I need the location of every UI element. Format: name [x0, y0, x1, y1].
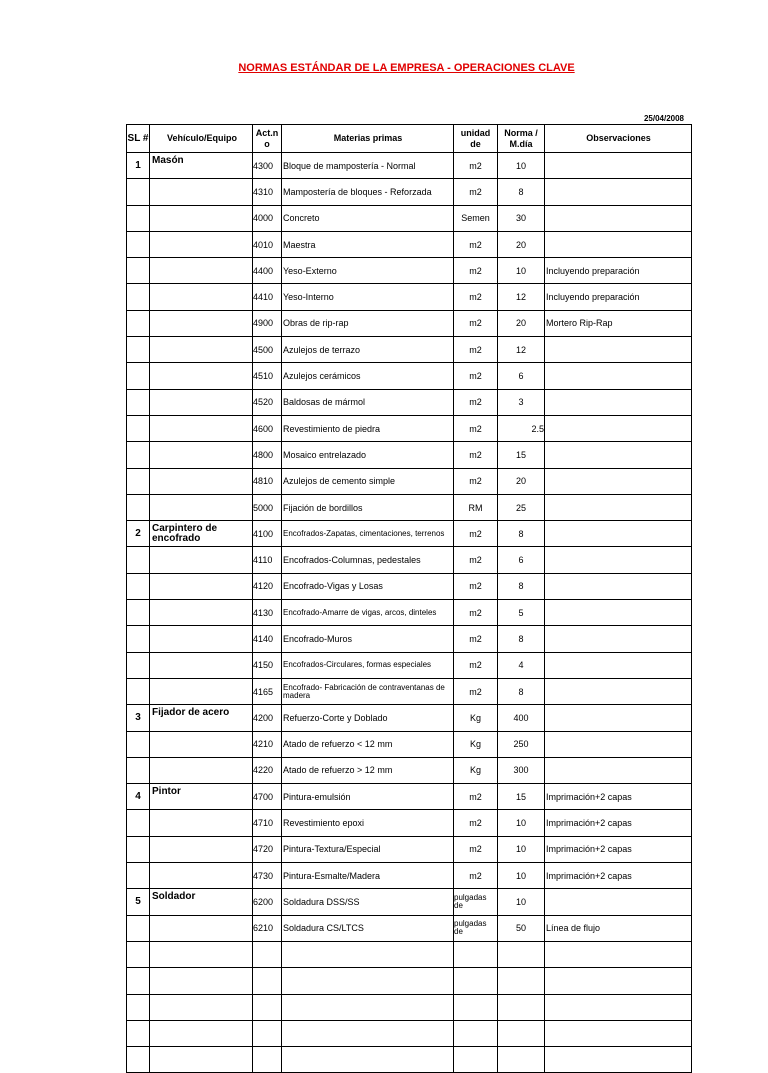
row-norma: 12: [498, 284, 545, 310]
row-materia: Fijación de bordillos: [282, 494, 454, 520]
row-norma: 8: [498, 678, 545, 704]
row-act: 4150: [253, 652, 282, 678]
row-sl: [127, 179, 150, 205]
header-act-line1: Act.n: [255, 127, 279, 138]
header-unidad-line2: de: [470, 138, 481, 149]
row-norma: 8: [498, 521, 545, 547]
row-observaciones: Incluyendo preparación: [545, 258, 692, 284]
row-unidad: m2: [454, 810, 498, 836]
row-unidad: m2: [454, 863, 498, 889]
row-observaciones: [545, 705, 692, 731]
row-sl: [127, 626, 150, 652]
row-unidad: m2: [454, 284, 498, 310]
row-observaciones: [545, 1047, 692, 1073]
row-observaciones: [545, 442, 692, 468]
row-act: [253, 941, 282, 967]
row-observaciones: [545, 941, 692, 967]
row-act: 6200: [253, 889, 282, 915]
row-act: 4400: [253, 258, 282, 284]
row-vehiculo: [150, 389, 253, 415]
row-observaciones: Imprimación+2 capas: [545, 863, 692, 889]
row-materia: Encofrado- Fabricación de contraventanas de madera: [282, 678, 454, 704]
table-row: [127, 810, 692, 836]
row-act: [253, 1020, 282, 1046]
row-unidad: m2: [454, 442, 498, 468]
row-materia: [282, 1047, 454, 1073]
table-row: [127, 547, 692, 573]
row-norma: 8: [498, 179, 545, 205]
row-norma: 8: [498, 573, 545, 599]
row-sl: [127, 731, 150, 757]
row-act: 4900: [253, 310, 282, 336]
row-sl: [127, 678, 150, 704]
header-norma-line1: Norma /: [504, 127, 538, 138]
row-sl: [127, 968, 150, 994]
row-materia: Azulejos de cemento simple: [282, 468, 454, 494]
row-observaciones: [545, 547, 692, 573]
row-materia: Encofrados-Circulares, formas especiales: [282, 652, 454, 678]
table-row: [127, 337, 692, 363]
row-unidad: m2: [454, 153, 498, 179]
row-materia: Encofrado-Amarre de vigas, arcos, dinteles: [282, 600, 454, 626]
row-vehiculo: [150, 994, 253, 1020]
row-unidad: m2: [454, 678, 498, 704]
row-observaciones: [545, 626, 692, 652]
row-observaciones: [545, 363, 692, 389]
row-vehiculo: [150, 468, 253, 494]
row-norma: 10: [498, 889, 545, 915]
row-sl: [127, 915, 150, 941]
row-materia: Revestimiento de piedra: [282, 415, 454, 441]
row-unidad: [454, 1020, 498, 1046]
row-observaciones: [545, 994, 692, 1020]
row-materia: Revestimiento epoxi: [282, 810, 454, 836]
row-norma: 50: [498, 915, 545, 941]
row-materia: Encofrados-Columnas, pedestales: [282, 547, 454, 573]
row-unidad: m2: [454, 836, 498, 862]
row-norma: 25: [498, 494, 545, 520]
row-vehiculo: [150, 941, 253, 967]
header-vehiculo: Vehículo/Equipo: [150, 125, 253, 153]
row-observaciones: [545, 678, 692, 704]
row-act: 4800: [253, 442, 282, 468]
row-norma: 250: [498, 731, 545, 757]
row-materia: Bloque de mampostería - Normal: [282, 153, 454, 179]
row-observaciones: Imprimación+2 capas: [545, 836, 692, 862]
row-unidad: m2: [454, 415, 498, 441]
row-sl: [127, 863, 150, 889]
row-norma: 6: [498, 363, 545, 389]
row-act: 5000: [253, 494, 282, 520]
row-act: 4210: [253, 731, 282, 757]
row-act: 4810: [253, 468, 282, 494]
table-row: [127, 468, 692, 494]
header-act-line2: o: [264, 138, 270, 149]
row-unidad: m2: [454, 363, 498, 389]
row-vehiculo: [150, 600, 253, 626]
row-observaciones: [545, 521, 692, 547]
row-sl: [127, 652, 150, 678]
header-observaciones: Observaciones: [545, 125, 692, 153]
row-act: 4410: [253, 284, 282, 310]
row-materia: Atado de refuerzo > 12 mm: [282, 757, 454, 783]
row-sl: [127, 389, 150, 415]
row-unidad: Kg: [454, 705, 498, 731]
row-observaciones: [545, 468, 692, 494]
row-sl: [127, 1047, 150, 1073]
row-act: 4130: [253, 600, 282, 626]
row-act: 4100: [253, 521, 282, 547]
row-vehiculo: [150, 1047, 253, 1073]
row-materia: Encofrado-Muros: [282, 626, 454, 652]
table-row: [127, 941, 692, 967]
row-unidad: pulgadas de: [454, 889, 498, 915]
row-unidad: m2: [454, 652, 498, 678]
row-observaciones: [545, 337, 692, 363]
row-vehiculo: [150, 494, 253, 520]
row-observaciones: [545, 205, 692, 231]
table-row: [127, 836, 692, 862]
row-vehiculo: [150, 442, 253, 468]
header-sl: SL #: [127, 125, 150, 153]
table-header-row: [127, 125, 692, 153]
row-act: 4120: [253, 573, 282, 599]
row-observaciones: Imprimación+2 capas: [545, 784, 692, 810]
row-observaciones: [545, 1020, 692, 1046]
row-norma: 300: [498, 757, 545, 783]
row-unidad: [454, 994, 498, 1020]
row-vehiculo: [150, 731, 253, 757]
row-observaciones: [545, 652, 692, 678]
row-unidad: [454, 941, 498, 967]
row-observaciones: [545, 389, 692, 415]
row-unidad: RM: [454, 494, 498, 520]
header-norma: [498, 125, 545, 153]
header-norma-line2: M.día: [509, 138, 533, 149]
row-unidad: m2: [454, 573, 498, 599]
row-act: 4710: [253, 810, 282, 836]
row-vehiculo: [150, 757, 253, 783]
table-row: [127, 205, 692, 231]
row-norma: 6: [498, 547, 545, 573]
table-row: [127, 363, 692, 389]
row-vehiculo: Fijador de acero: [150, 705, 253, 731]
row-materia: Concreto: [282, 205, 454, 231]
row-vehiculo: [150, 547, 253, 573]
row-sl: [127, 415, 150, 441]
row-unidad: m2: [454, 784, 498, 810]
row-vehiculo: [150, 1020, 253, 1046]
row-norma: 10: [498, 863, 545, 889]
row-act: 4520: [253, 389, 282, 415]
row-act: 4220: [253, 757, 282, 783]
row-norma: [498, 994, 545, 1020]
row-sl: [127, 258, 150, 284]
row-unidad: m2: [454, 547, 498, 573]
row-unidad: m2: [454, 231, 498, 257]
row-act: 4600: [253, 415, 282, 441]
row-materia: Mampostería de bloques - Reforzada: [282, 179, 454, 205]
row-unidad: pulgadas de: [454, 915, 498, 941]
row-vehiculo: [150, 231, 253, 257]
row-observaciones: [545, 153, 692, 179]
row-sl: [127, 284, 150, 310]
table-row: [127, 915, 692, 941]
row-vehiculo: Carpintero de encofrado: [150, 521, 253, 547]
row-act: 4500: [253, 337, 282, 363]
row-materia: Soldadura CS/LTCS: [282, 915, 454, 941]
row-sl: [127, 205, 150, 231]
row-vehiculo: [150, 573, 253, 599]
table-row: [127, 310, 692, 336]
row-materia: Azulejos de terrazo: [282, 337, 454, 363]
row-unidad: m2: [454, 600, 498, 626]
row-vehiculo: [150, 678, 253, 704]
row-sl: [127, 310, 150, 336]
table-row: [127, 389, 692, 415]
table-row: [127, 153, 692, 179]
norms-table: [126, 124, 692, 1073]
header-act: [253, 125, 282, 153]
row-materia: Pintura-Textura/Especial: [282, 836, 454, 862]
row-observaciones: Incluyendo preparación: [545, 284, 692, 310]
row-norma: 2.5: [498, 415, 545, 441]
row-observaciones: Imprimación+2 capas: [545, 810, 692, 836]
row-sl: [127, 810, 150, 836]
row-unidad: Kg: [454, 757, 498, 783]
row-norma: 15: [498, 442, 545, 468]
row-act: 4720: [253, 836, 282, 862]
row-materia: Baldosas de mármol: [282, 389, 454, 415]
table-row: [127, 521, 692, 547]
row-unidad: m2: [454, 337, 498, 363]
row-vehiculo: [150, 284, 253, 310]
row-act: 4165: [253, 678, 282, 704]
row-materia: Obras de rip-rap: [282, 310, 454, 336]
table-row: [127, 258, 692, 284]
row-materia: Pintura-emulsión: [282, 784, 454, 810]
row-materia: Azulejos cerámicos: [282, 363, 454, 389]
row-sl: [127, 442, 150, 468]
row-materia: Encofrados-Zapatas, cimentaciones, terrenos: [282, 521, 454, 547]
row-observaciones: [545, 731, 692, 757]
header-materias: Materias primas: [282, 125, 454, 153]
row-act: 4140: [253, 626, 282, 652]
table-row: [127, 179, 692, 205]
row-materia: [282, 968, 454, 994]
row-unidad: m2: [454, 468, 498, 494]
row-vehiculo: Pintor: [150, 784, 253, 810]
row-sl: [127, 941, 150, 967]
row-act: 4730: [253, 863, 282, 889]
row-observaciones: Mortero Rip-Rap: [545, 310, 692, 336]
row-act: [253, 994, 282, 1020]
row-materia: Encofrado-Vigas y Losas: [282, 573, 454, 599]
row-materia: [282, 941, 454, 967]
row-sl: 4: [127, 784, 150, 810]
row-norma: 20: [498, 231, 545, 257]
row-sl: [127, 994, 150, 1020]
row-materia: Maestra: [282, 231, 454, 257]
row-vehiculo: [150, 968, 253, 994]
row-act: 4510: [253, 363, 282, 389]
row-vehiculo: [150, 415, 253, 441]
row-act: 4200: [253, 705, 282, 731]
row-observaciones: [545, 889, 692, 915]
table-row: [127, 968, 692, 994]
row-observaciones: Línea de flujo: [545, 915, 692, 941]
row-sl: 1: [127, 153, 150, 179]
row-observaciones: [545, 494, 692, 520]
row-sl: [127, 836, 150, 862]
row-norma: 4: [498, 652, 545, 678]
row-norma: 10: [498, 153, 545, 179]
row-unidad: m2: [454, 179, 498, 205]
row-observaciones: [545, 968, 692, 994]
row-unidad: m2: [454, 521, 498, 547]
row-observaciones: [545, 231, 692, 257]
table-row: [127, 863, 692, 889]
row-norma: [498, 941, 545, 967]
table-row: [127, 1047, 692, 1073]
row-unidad: Semen: [454, 205, 498, 231]
row-act: 4110: [253, 547, 282, 573]
document-date: 25/04/2008: [643, 114, 684, 123]
row-sl: [127, 757, 150, 783]
row-vehiculo: [150, 810, 253, 836]
row-materia: Yeso-Interno: [282, 284, 454, 310]
row-sl: [127, 363, 150, 389]
document-title: NORMAS ESTÁNDAR DE LA EMPRESA - OPERACIONES CLAVE: [238, 62, 575, 74]
table-row: [127, 889, 692, 915]
row-act: 4310: [253, 179, 282, 205]
row-norma: 8: [498, 626, 545, 652]
row-norma: 10: [498, 836, 545, 862]
row-observaciones: [545, 600, 692, 626]
table-row: [127, 231, 692, 257]
table-row: [127, 652, 692, 678]
row-act: 4000: [253, 205, 282, 231]
row-sl: 3: [127, 705, 150, 731]
row-norma: 3: [498, 389, 545, 415]
header-unidad-line1: unidad: [460, 127, 491, 138]
row-vehiculo: Masón: [150, 153, 253, 179]
row-materia: Refuerzo-Corte y Doblado: [282, 705, 454, 731]
row-unidad: [454, 968, 498, 994]
row-act: [253, 1047, 282, 1073]
row-vehiculo: [150, 652, 253, 678]
row-vehiculo: [150, 258, 253, 284]
table-row: [127, 705, 692, 731]
row-sl: 5: [127, 889, 150, 915]
table-row: [127, 784, 692, 810]
row-norma: 15: [498, 784, 545, 810]
row-norma: 20: [498, 310, 545, 336]
row-act: 4300: [253, 153, 282, 179]
table-row: [127, 731, 692, 757]
row-unidad: [454, 1047, 498, 1073]
row-unidad: m2: [454, 258, 498, 284]
row-vehiculo: [150, 626, 253, 652]
row-sl: [127, 468, 150, 494]
row-vehiculo: [150, 337, 253, 363]
row-sl: [127, 231, 150, 257]
row-unidad: m2: [454, 389, 498, 415]
row-materia: Atado de refuerzo < 12 mm: [282, 731, 454, 757]
row-norma: 400: [498, 705, 545, 731]
row-act: [253, 968, 282, 994]
row-norma: 5: [498, 600, 545, 626]
row-vehiculo: [150, 836, 253, 862]
row-sl: [127, 547, 150, 573]
row-norma: [498, 1020, 545, 1046]
table-row: [127, 626, 692, 652]
table-row: [127, 1020, 692, 1046]
table-row: [127, 415, 692, 441]
row-materia: [282, 1020, 454, 1046]
row-vehiculo: Soldador: [150, 889, 253, 915]
row-materia: Soldadura DSS/SS: [282, 889, 454, 915]
row-act: 4010: [253, 231, 282, 257]
row-norma: [498, 1047, 545, 1073]
header-unidad: [454, 125, 498, 153]
row-vehiculo: [150, 915, 253, 941]
row-norma: [498, 968, 545, 994]
row-materia: Pintura-Esmalte/Madera: [282, 863, 454, 889]
table-row: [127, 573, 692, 599]
row-norma: 20: [498, 468, 545, 494]
row-norma: 30: [498, 205, 545, 231]
row-sl: [127, 1020, 150, 1046]
row-observaciones: [545, 573, 692, 599]
row-sl: 2: [127, 521, 150, 547]
row-vehiculo: [150, 205, 253, 231]
table-row: [127, 284, 692, 310]
row-sl: [127, 600, 150, 626]
row-materia: Yeso-Externo: [282, 258, 454, 284]
row-act: 4700: [253, 784, 282, 810]
table-row: [127, 994, 692, 1020]
row-sl: [127, 494, 150, 520]
row-vehiculo: [150, 179, 253, 205]
row-norma: 12: [498, 337, 545, 363]
row-unidad: m2: [454, 310, 498, 336]
row-vehiculo: [150, 363, 253, 389]
row-observaciones: [545, 415, 692, 441]
row-vehiculo: [150, 310, 253, 336]
row-act: 6210: [253, 915, 282, 941]
row-unidad: m2: [454, 626, 498, 652]
row-sl: [127, 573, 150, 599]
row-materia: [282, 994, 454, 1020]
table-body: [127, 153, 692, 1073]
row-norma: 10: [498, 258, 545, 284]
row-materia: Mosaico entrelazado: [282, 442, 454, 468]
table-row: [127, 442, 692, 468]
row-observaciones: [545, 757, 692, 783]
table-row: [127, 678, 692, 704]
row-vehiculo: [150, 863, 253, 889]
table-row: [127, 757, 692, 783]
row-norma: 10: [498, 810, 545, 836]
table-row: [127, 494, 692, 520]
row-unidad: Kg: [454, 731, 498, 757]
table-row: [127, 600, 692, 626]
row-sl: [127, 337, 150, 363]
row-observaciones: [545, 179, 692, 205]
